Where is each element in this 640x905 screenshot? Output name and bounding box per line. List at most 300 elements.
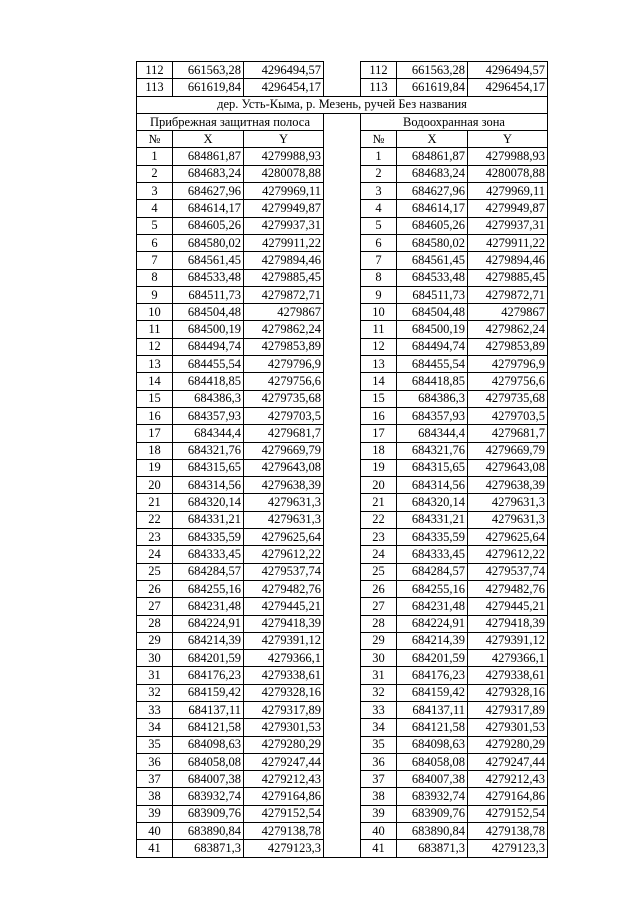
column-gap	[324, 390, 361, 407]
right-coordinate-y: 4279280,29	[468, 736, 548, 753]
left-point-number: 14	[137, 373, 173, 390]
left-point-number: 3	[137, 183, 173, 200]
right-coordinate-y: 4279681,7	[468, 425, 548, 442]
right-point-number: 7	[361, 252, 397, 269]
column-gap	[324, 719, 361, 736]
left-coordinate-y: 4279338,61	[244, 667, 324, 684]
column-gap	[324, 701, 361, 718]
column-gap	[324, 615, 361, 632]
left-point-number: 16	[137, 407, 173, 424]
column-gap	[324, 338, 361, 355]
right-coordinate-y: 4279328,16	[468, 684, 548, 701]
right-coordinate-x: 684500,19	[397, 321, 468, 338]
table-row	[137, 788, 548, 805]
left-coordinate-y: 4279872,71	[244, 286, 324, 303]
left-coordinate-x: 684214,39	[173, 632, 244, 649]
right-coordinate-x: 684533,48	[397, 269, 468, 286]
column-gap	[324, 234, 361, 251]
left-coordinate-y: 4279138,78	[244, 823, 324, 840]
left-coordinate-x: 684098,63	[173, 736, 244, 753]
left-coordinate-x: 684605,26	[173, 217, 244, 234]
right-coordinate-x: 684331,21	[397, 511, 468, 528]
left-coordinate-y: 4296494,57	[244, 62, 324, 79]
right-coordinate-y: 4279969,11	[468, 183, 548, 200]
left-coordinate-y: 4279537,74	[244, 563, 324, 580]
table-row	[137, 701, 548, 718]
left-coordinate-x: 684284,57	[173, 563, 244, 580]
column-gap	[324, 563, 361, 580]
right-coordinate-y: 4279853,89	[468, 338, 548, 355]
left-coordinate-y: 4279969,11	[244, 183, 324, 200]
column-gap	[324, 805, 361, 822]
left-coordinate-x: 661563,28	[173, 62, 244, 79]
right-coordinate-y: 4296454,17	[468, 79, 548, 96]
right-coordinate-y: 4296494,57	[468, 62, 548, 79]
right-point-number: 13	[361, 356, 397, 373]
table-row	[137, 529, 548, 546]
right-point-number: 36	[361, 753, 397, 770]
table-row	[137, 632, 548, 649]
table-row	[137, 667, 548, 684]
right-point-number: 38	[361, 788, 397, 805]
left-point-number: 6	[137, 234, 173, 251]
right-coordinate-y: 4279703,5	[468, 407, 548, 424]
right-coordinate-x: 684007,38	[397, 771, 468, 788]
right-coordinate-x: 684861,87	[397, 148, 468, 165]
right-point-number: 17	[361, 425, 397, 442]
left-point-number: 35	[137, 736, 173, 753]
right-zone-heading: Водоохранная зона	[361, 113, 548, 130]
left-coordinate-x: 684357,93	[173, 407, 244, 424]
table-row	[137, 442, 548, 459]
column-gap	[324, 269, 361, 286]
previous-section-row	[137, 62, 548, 79]
left-point-number: 20	[137, 477, 173, 494]
right-coordinate-y: 4279445,21	[468, 598, 548, 615]
left-coordinate-y: 4279317,89	[244, 701, 324, 718]
left-coordinate-y: 4279643,08	[244, 459, 324, 476]
right-point-number: 19	[361, 459, 397, 476]
column-gap	[324, 494, 361, 511]
left-point-number: 12	[137, 338, 173, 355]
left-coordinate-y: 4279862,24	[244, 321, 324, 338]
left-point-number: 11	[137, 321, 173, 338]
right-coordinate-y: 4279872,71	[468, 286, 548, 303]
left-coordinate-x: 684176,23	[173, 667, 244, 684]
left-point-number: 39	[137, 805, 173, 822]
left-coordinate-x: 684137,11	[173, 701, 244, 718]
right-coordinate-x: 684214,39	[397, 632, 468, 649]
right-coordinate-x: 684335,59	[397, 529, 468, 546]
left-coordinate-y: 4279796,9	[244, 356, 324, 373]
left-point-number: 22	[137, 511, 173, 528]
right-coordinate-x: 684605,26	[397, 217, 468, 234]
right-coordinate-y: 4279338,61	[468, 667, 548, 684]
right-point-number: 20	[361, 477, 397, 494]
right-coordinate-y: 4279756,6	[468, 373, 548, 390]
right-point-number: 27	[361, 598, 397, 615]
right-coordinate-x: 684386,3	[397, 390, 468, 407]
right-coordinate-x: 684224,91	[397, 615, 468, 632]
left-point-number: 26	[137, 580, 173, 597]
left-point-number: 30	[137, 650, 173, 667]
left-coordinate-y: 4279885,45	[244, 269, 324, 286]
left-coordinate-x: 684007,38	[173, 771, 244, 788]
left-coordinate-y: 4279212,43	[244, 771, 324, 788]
left-coordinate-y: 4279681,7	[244, 425, 324, 442]
left-coordinate-x: 684344,4	[173, 425, 244, 442]
table-row	[137, 459, 548, 476]
right-coordinate-y: 4279894,46	[468, 252, 548, 269]
left-coordinate-y: 4279894,46	[244, 252, 324, 269]
right-point-number: 14	[361, 373, 397, 390]
left-zone-heading: Прибрежная защитная полоса	[137, 113, 324, 130]
left-coordinate-y: 4279247,44	[244, 753, 324, 770]
left-coordinate-x: 684121,58	[173, 719, 244, 736]
right-coordinate-y: 4279988,93	[468, 148, 548, 165]
right-coordinate-x: 684121,58	[397, 719, 468, 736]
column-gap	[324, 511, 361, 528]
column-gap	[324, 823, 361, 840]
table-row	[137, 753, 548, 770]
right-coordinate-y: 4279796,9	[468, 356, 548, 373]
right-coordinate-y: 4279301,53	[468, 719, 548, 736]
column-gap	[324, 650, 361, 667]
right-coordinate-x: 683890,84	[397, 823, 468, 840]
right-coordinate-x: 684683,24	[397, 165, 468, 182]
right-coordinate-y: 4279867	[468, 304, 548, 321]
right-coordinate-x: 684255,16	[397, 580, 468, 597]
column-gap	[324, 252, 361, 269]
right-point-number: 5	[361, 217, 397, 234]
right-point-number: 28	[361, 615, 397, 632]
left-coordinate-y: 4279366,1	[244, 650, 324, 667]
table-row	[137, 356, 548, 373]
right-coordinate-y: 4279625,64	[468, 529, 548, 546]
table-row	[137, 165, 548, 182]
left-point-number: 23	[137, 529, 173, 546]
left-coordinate-y: 4279123,3	[244, 840, 324, 857]
right-coordinate-x: 684344,4	[397, 425, 468, 442]
right-coordinate-x: 684580,02	[397, 234, 468, 251]
right-point-number: 33	[361, 701, 397, 718]
left-point-number: 19	[137, 459, 173, 476]
right-point-number: 35	[361, 736, 397, 753]
right-point-number: 29	[361, 632, 397, 649]
left-coordinate-y: 4279445,21	[244, 598, 324, 615]
left-point-number: 28	[137, 615, 173, 632]
right-coordinate-x: 684321,76	[397, 442, 468, 459]
table-row	[137, 234, 548, 251]
table-row	[137, 823, 548, 840]
right-point-number: 39	[361, 805, 397, 822]
table-row	[137, 183, 548, 200]
table-row	[137, 771, 548, 788]
left-coordinate-x: 684159,42	[173, 684, 244, 701]
left-point-number: 41	[137, 840, 173, 857]
table-row	[137, 321, 548, 338]
right-point-number: 22	[361, 511, 397, 528]
right-coordinate-x: 661619,84	[397, 79, 468, 96]
left-coordinate-x: 684418,85	[173, 373, 244, 390]
left-coordinate-x: 684335,59	[173, 529, 244, 546]
table-row	[137, 390, 548, 407]
column-gap	[324, 148, 361, 165]
left-col-no-header: №	[137, 131, 173, 148]
table-row	[137, 200, 548, 217]
right-coordinate-y: 4279862,24	[468, 321, 548, 338]
right-point-number: 21	[361, 494, 397, 511]
left-point-number: 113	[137, 79, 173, 96]
right-point-number: 113	[361, 79, 397, 96]
left-point-number: 34	[137, 719, 173, 736]
left-coordinate-x: 684231,48	[173, 598, 244, 615]
coordinates-table-body	[137, 62, 548, 858]
right-point-number: 18	[361, 442, 397, 459]
table-row	[137, 598, 548, 615]
left-col-x-header: X	[173, 131, 244, 148]
left-point-number: 24	[137, 546, 173, 563]
table-row	[137, 148, 548, 165]
left-coordinate-y: 4279391,12	[244, 632, 324, 649]
column-gap	[324, 217, 361, 234]
right-point-number: 6	[361, 234, 397, 251]
column-gap	[324, 598, 361, 615]
left-point-number: 40	[137, 823, 173, 840]
left-col-y-header: Y	[244, 131, 324, 148]
table-row	[137, 407, 548, 424]
left-point-number: 21	[137, 494, 173, 511]
right-point-number: 16	[361, 407, 397, 424]
right-point-number: 4	[361, 200, 397, 217]
left-coordinate-x: 684580,02	[173, 234, 244, 251]
left-point-number: 4	[137, 200, 173, 217]
left-coordinate-x: 684683,24	[173, 165, 244, 182]
left-coordinate-x: 684320,14	[173, 494, 244, 511]
right-coordinate-y: 4279631,3	[468, 494, 548, 511]
right-coordinate-y: 4279482,76	[468, 580, 548, 597]
right-point-number: 15	[361, 390, 397, 407]
column-gap	[324, 529, 361, 546]
left-point-number: 37	[137, 771, 173, 788]
table-row	[137, 286, 548, 303]
column-gap	[324, 684, 361, 701]
left-coordinate-y: 4279735,68	[244, 390, 324, 407]
column-gap	[324, 736, 361, 753]
right-point-number: 8	[361, 269, 397, 286]
table-row	[137, 373, 548, 390]
left-coordinate-y: 4279949,87	[244, 200, 324, 217]
left-coordinate-y: 4279853,89	[244, 338, 324, 355]
left-coordinate-y: 4296454,17	[244, 79, 324, 96]
column-gap	[324, 356, 361, 373]
left-point-number: 32	[137, 684, 173, 701]
left-point-number: 38	[137, 788, 173, 805]
left-coordinate-x: 684500,19	[173, 321, 244, 338]
column-gap	[324, 459, 361, 476]
table-row	[137, 217, 548, 234]
right-coordinate-y: 4279212,43	[468, 771, 548, 788]
right-coordinate-y: 4279138,78	[468, 823, 548, 840]
column-headers-row	[137, 131, 548, 148]
table-row	[137, 650, 548, 667]
left-coordinate-x: 684224,91	[173, 615, 244, 632]
right-point-number: 112	[361, 62, 397, 79]
column-gap	[324, 321, 361, 338]
right-point-number: 2	[361, 165, 397, 182]
right-point-number: 1	[361, 148, 397, 165]
left-point-number: 36	[137, 753, 173, 770]
right-coordinate-x: 684333,45	[397, 546, 468, 563]
left-coordinate-y: 4279612,22	[244, 546, 324, 563]
left-point-number: 2	[137, 165, 173, 182]
table-row	[137, 546, 548, 563]
left-point-number: 1	[137, 148, 173, 165]
right-coordinate-y: 4279537,74	[468, 563, 548, 580]
column-gap	[324, 286, 361, 303]
right-point-number: 9	[361, 286, 397, 303]
left-point-number: 8	[137, 269, 173, 286]
right-coordinate-y: 4279317,89	[468, 701, 548, 718]
table-row	[137, 805, 548, 822]
left-coordinate-x: 684386,3	[173, 390, 244, 407]
right-coordinate-y: 4279669,79	[468, 442, 548, 459]
column-gap	[324, 788, 361, 805]
column-gap	[324, 304, 361, 321]
column-gap	[324, 477, 361, 494]
left-coordinate-y: 4279631,3	[244, 511, 324, 528]
right-coordinate-y: 4279937,31	[468, 217, 548, 234]
column-gap	[324, 165, 361, 182]
table-row	[137, 840, 548, 857]
right-point-number: 32	[361, 684, 397, 701]
left-coordinate-x: 684504,48	[173, 304, 244, 321]
right-point-number: 37	[361, 771, 397, 788]
table-row	[137, 615, 548, 632]
right-coordinate-y: 4279643,08	[468, 459, 548, 476]
right-coordinate-y: 4279123,3	[468, 840, 548, 857]
left-point-number: 27	[137, 598, 173, 615]
column-gap	[324, 62, 361, 79]
column-gap	[324, 407, 361, 424]
left-coordinate-y: 4279937,31	[244, 217, 324, 234]
left-point-number: 112	[137, 62, 173, 79]
right-coordinate-y: 4279911,22	[468, 234, 548, 251]
right-coordinate-y: 4279391,12	[468, 632, 548, 649]
right-col-y-header: Y	[468, 131, 548, 148]
left-coordinate-y: 4279756,6	[244, 373, 324, 390]
left-coordinate-y: 4279631,3	[244, 494, 324, 511]
right-point-number: 41	[361, 840, 397, 857]
right-coordinate-x: 683932,74	[397, 788, 468, 805]
right-col-x-header: X	[397, 131, 468, 148]
right-coordinate-x: 684315,65	[397, 459, 468, 476]
left-point-number: 5	[137, 217, 173, 234]
table-row	[137, 304, 548, 321]
right-coordinate-x: 684561,45	[397, 252, 468, 269]
left-point-number: 17	[137, 425, 173, 442]
right-coordinate-y: 4279949,87	[468, 200, 548, 217]
right-point-number: 11	[361, 321, 397, 338]
right-coordinate-x: 684614,17	[397, 200, 468, 217]
right-coordinate-x: 683871,3	[397, 840, 468, 857]
right-coordinate-y: 4279735,68	[468, 390, 548, 407]
right-point-number: 31	[361, 667, 397, 684]
left-coordinate-y: 4279328,16	[244, 684, 324, 701]
left-point-number: 7	[137, 252, 173, 269]
table-row	[137, 511, 548, 528]
left-coordinate-x: 684511,73	[173, 286, 244, 303]
right-coordinate-y: 4279638,39	[468, 477, 548, 494]
column-gap	[324, 113, 361, 130]
table-row	[137, 580, 548, 597]
left-point-number: 31	[137, 667, 173, 684]
left-coordinate-x: 684333,45	[173, 546, 244, 563]
right-coordinate-x: 684231,48	[397, 598, 468, 615]
zone-headings-row	[137, 113, 548, 130]
table-row	[137, 477, 548, 494]
column-gap	[324, 183, 361, 200]
table-row	[137, 252, 548, 269]
column-gap	[324, 632, 361, 649]
section-title: дер. Усть-Кыма, р. Мезень, ручей Без названия	[137, 96, 548, 113]
left-coordinate-y: 4279988,93	[244, 148, 324, 165]
right-coordinate-x: 684137,11	[397, 701, 468, 718]
left-point-number: 33	[137, 701, 173, 718]
right-coordinate-x: 684314,56	[397, 477, 468, 494]
left-coordinate-x: 684494,74	[173, 338, 244, 355]
left-point-number: 10	[137, 304, 173, 321]
right-coordinate-x: 684627,96	[397, 183, 468, 200]
left-coordinate-x: 684561,45	[173, 252, 244, 269]
column-gap	[324, 580, 361, 597]
right-coordinate-x: 684284,57	[397, 563, 468, 580]
right-coordinate-x: 684176,23	[397, 667, 468, 684]
right-coordinate-y: 4280078,88	[468, 165, 548, 182]
left-coordinate-x: 684533,48	[173, 269, 244, 286]
left-coordinate-y: 4279301,53	[244, 719, 324, 736]
left-coordinate-x: 684201,59	[173, 650, 244, 667]
right-point-number: 3	[361, 183, 397, 200]
right-coordinate-y: 4279247,44	[468, 753, 548, 770]
column-gap	[324, 840, 361, 857]
left-coordinate-x: 684255,16	[173, 580, 244, 597]
left-point-number: 15	[137, 390, 173, 407]
left-coordinate-x: 661619,84	[173, 79, 244, 96]
column-gap	[324, 425, 361, 442]
right-point-number: 30	[361, 650, 397, 667]
left-coordinate-y: 4279703,5	[244, 407, 324, 424]
right-point-number: 24	[361, 546, 397, 563]
left-coordinate-y: 4279152,54	[244, 805, 324, 822]
left-coordinate-y: 4279867	[244, 304, 324, 321]
table-row	[137, 494, 548, 511]
left-point-number: 13	[137, 356, 173, 373]
right-coordinate-x: 683909,76	[397, 805, 468, 822]
right-coordinate-y: 4279164,86	[468, 788, 548, 805]
left-coordinate-y: 4279482,76	[244, 580, 324, 597]
column-gap	[324, 200, 361, 217]
left-coordinate-y: 4279625,64	[244, 529, 324, 546]
left-coordinate-x: 683890,84	[173, 823, 244, 840]
left-coordinate-x: 684314,56	[173, 477, 244, 494]
column-gap	[324, 753, 361, 770]
document-page	[136, 61, 547, 858]
left-coordinate-x: 683909,76	[173, 805, 244, 822]
right-coordinate-y: 4279612,22	[468, 546, 548, 563]
left-coordinate-x: 683932,74	[173, 788, 244, 805]
right-coordinate-y: 4279152,54	[468, 805, 548, 822]
